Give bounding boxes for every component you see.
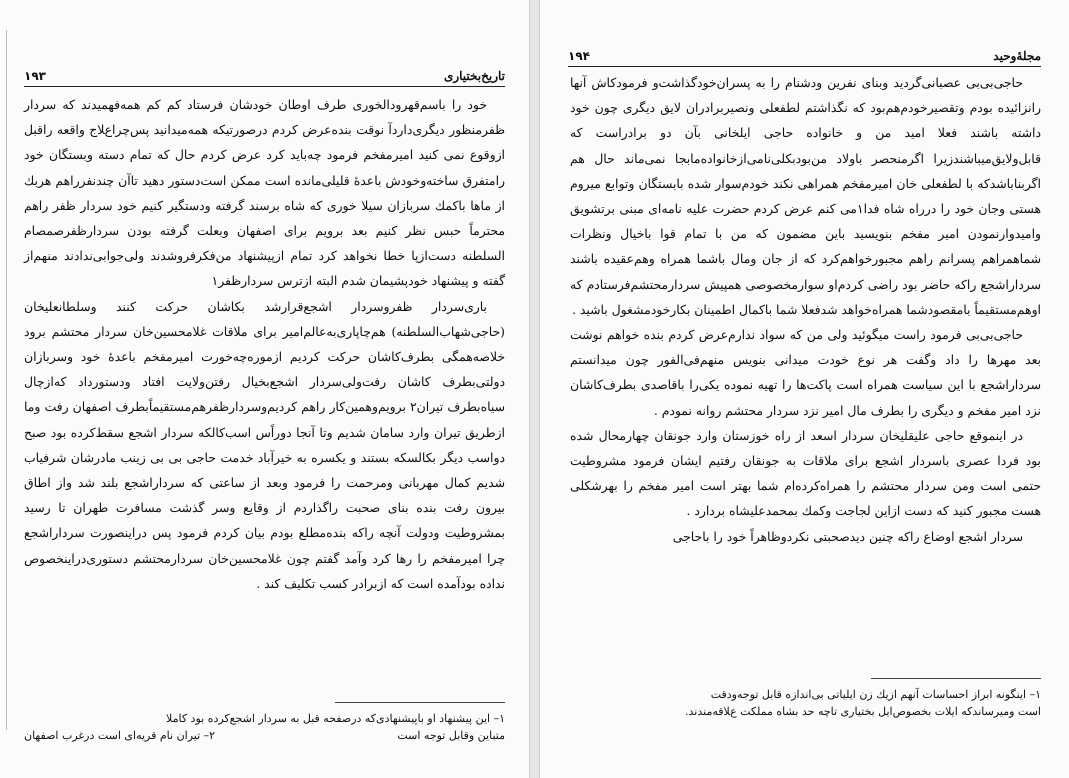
book-gutter [530, 0, 539, 778]
paragraph: باری‌سردار ظفروسردار اشجع‌قرارشد بکاشان حرکت کنند وسلطانعلیخان (حاجی‌شهاب‌السلطنه) هم‌چاپاری‌به‌عالم‌امیر برای ملاقات غلامحسین‌خان سردار محتشم برود خلاصه‌همگی بطرف‌کاشان حرکت کردیم ازموره‌چه‌خورت امیرمفخم باعدهٔ خود وسربازان دولتی‌بطرف کاشان رفت‌ولی‌سردار اشجع‌بخیال رفتن‌وﻻیت افتاد ودستورداد که‌ازچال سیاه‌بطرف تیران۲ برویم‌وهمین‌کار راهم کردیم‌وسردارظفرهم‌مستقیماً‌بطرف اصفهان رفت وما ازطریق تیران وارد سامان شدیم وتا آنجا دوراًس اسب‌کالکه سردار اشجع سقط‌کرده بود صبح دواسب دیگر بکالسکه بستند و یکسره به خیرآباد خدمت حاجی بی بی زینب مادرشان شرفیاب شدیم کمال مهربانی ومرحمت را فرمود وبعد از ساعتی که سرداراشجع بلند شد واز اطاق بیرون رفت بنده بنای صحبت راگذاردم از وقایع وسر گذشت مسافرت طهران تا رسید بمشروطیت ودولت آنچه راکه بنده‌مطلع بودم بیان کردم فرمود پس دراینصورت سرداراشجع چرا امیرمفخم را رها کرد وآمد گفتم چون غلامحسین‌خان سردارمحتشم دستوری‌دراینخصوص نداده بودآمده است که ازبرادر کسب تکلیف کند . [24, 298, 506, 591]
right-page [539, 0, 1069, 778]
footnote-2: ۲– تیران نام قریه‌ای است درغرب اصفهان [24, 729, 216, 742]
paragraph: حاجی‌بی‌بی فرمود راست میگوئید ولی من که سواد ندارم‌عرض کردم بنده خواهم نوشت بعد مهرها را داد وگفت هر نوع خودت میدانی بنویس منهم‌فی‌الفور چون میدانستم سرداراشجع با این سیاست همراه است پاکت‌ها را تهیه نموده یکی‌را باقاصدی بطرف‌کاشان نزد امیر مفخم و دیگری را بطرف مال امیر نزد سردار محتشم روانه نمودم . [570, 327, 1041, 418]
right-page-body [570, 70, 1041, 549]
left-page-header [24, 64, 505, 87]
paragraph: خود را باسم‌قهرودالخوری طرف اوطان خودشان فرستاد کم کم همه‌فهمیدند که سردار ظفرمنظور دیگری‌داردآ نوقت بنده‌عرض کردم درصورتیکه همه‌میدانید پس‌چرا‌عﻼج واقعه راقبل ازوقوع نمی کنید امیرمفخم فرمود چه‌باید کرد عرض کردم حال که تمام دسته وبستگان خود رامتفرق ساخته‌وخودش باعدهٔ قلیلی‌مانده است ممکن است‌دستور دهید تاآن چندنفرراهم هربك از ماها باکمك سربازان سیلا خوری که شاه برسند گرفته ودستگیر کنیم خود سردار ظفر راهم محترماً حبس نظر کنیم بعد برویم برای اصفهان وبعلت گرفته بودن سردارظفرصمصام السلطنه دست‌ازپا خطا نخواهد کرد تمام ازپیشنهاد من‌فکرفروشدند ولی‌جوابی‌ندادند منهم‌از گفته و پیشنهاد خودپشیمان شدم البته ازترس سردارظفر۱ [24, 97, 505, 289]
footnote-rule [335, 702, 505, 703]
footnote-1-continued: متباین وقابل توجه است [397, 729, 505, 742]
left-footnotes [24, 710, 505, 744]
page-number: ۱۹۴ [568, 49, 590, 63]
page-number: ۱۹۳ [24, 69, 46, 83]
footnote-1: ۱– اینگونه ابراز احساسات آنهم ازیك زن ایلیاتی بی‌اندازه قابل توجه‌ودقت [710, 688, 1041, 701]
right-page-header [568, 44, 1041, 67]
paragraph: در اینموقع حاجی علیقلیخان سردار اسعد از راه خوزستان وارد جونقان چهارمحال شده بود فردا عصری باسردار اشجع برای ملاقات به جونقان رفتیم ایشان فرمود مشروطیت حتمی است ومن سردار محتشم را همراه‌کرده‌ام شما بهتر است امیر مفخم را بهرشکلی هست مجبور کنید که دست ازاین لجاجت وکمك بمحمدعلیشاه بردارد . [570, 427, 1041, 519]
page-edge-shadow [6, 30, 7, 730]
right-footnotes [570, 686, 1041, 720]
left-page [0, 0, 530, 778]
running-title: تاریخ‌بختیاری [443, 69, 505, 83]
paragraph: حاجی‌بی‌بی عصبانی‌گردید وبنای نفرین ودشنام را به پسران‌خود‌گذاشت‌و فرمودکاش آنها رانزائیده بودم وتقصیرخودم‌هم‌بود که نگذاشتم لطفعلی ونصیر‌برادران ﻻیق دیگری چون خود داشته باشند فعلا امید من و خانواده حاجی ایلخانی بآن دو برادراست که قابل‌وﻻیق‌میباشندزیرا اگرمنحصر باوﻻد من‌بودبکلی‌نامی‌ازخانواده‌ما‌بجا نمی‌ماند حال هم اگربناباشدکه با لطفعلی خان امیرمفخم همراهی نکند خودم‌سوار شده بابستگان وتوابع میروم هستی وجان خود را درراه شاه فدا۱می کنم عرض کردم حضرت علیه نامه‌ای مبنی برتشویق وامیدوارنمودن امیر مفخم بنویسید باین مضمون که من با تمام قوا باخیال ونظرات شماهمراهم پسرانم راهم مجبورخواهم‌کرد که از جان ومال باشما همراه وهم‌عقیده باشند سرداراشجع راکه حاضر بود راضی کردم‌او سوارمخصوصی همپیش سردارمحتشم‌فرستادم که اوهم‌مستقیماً بامقصودشما همراه‌خواهد شدفعلا شما باکمال اطمینان بکارخودمشغول باشید . [570, 75, 1041, 317]
footnote-1-continued: است ومیرساندکه ایلات بخصوص‌ایل بختیاری تاچه حد بشاه مملکت عﻼقه‌مندند. [685, 705, 1041, 718]
footnote-row [24, 727, 505, 744]
running-title: مجلهٔ‌وحید [993, 49, 1041, 63]
footnote-1: ۱– این پیشنهاد او باپیشنهادی‌که درصفحه قبل به سردار اشجع‌کرده بود کاملا [166, 712, 505, 725]
footnote-rule [871, 678, 1041, 679]
paragraph: سردار اشجع اوضاع راکه چنین دیدصحبتی نکردوظاهراً خود را باحاجی [672, 528, 1023, 544]
left-page-body [24, 92, 505, 596]
